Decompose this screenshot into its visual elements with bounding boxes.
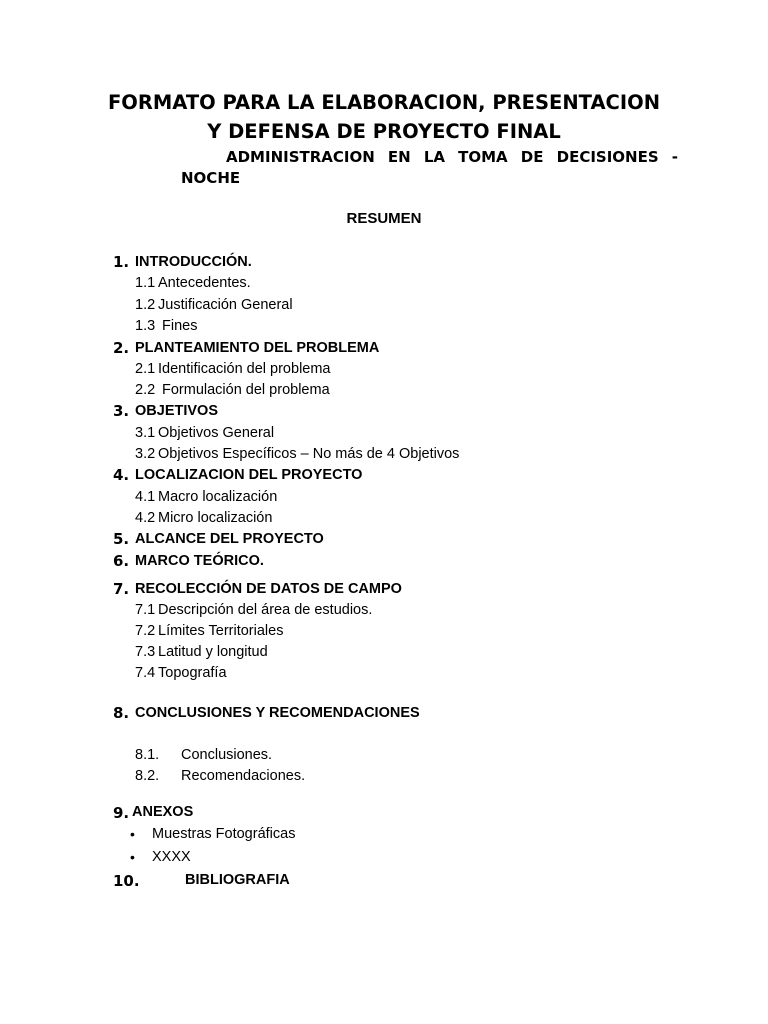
section-10-title: BIBLIOGRAFIA <box>185 872 290 888</box>
section-8-number: 8. <box>113 704 130 722</box>
item-1-3-text: Fines <box>162 318 198 334</box>
item-7-4-text: Topografía <box>158 665 227 681</box>
item-7-4-number: 7.4 <box>135 665 156 681</box>
section-3-number: 3. <box>113 402 130 420</box>
item-2-2-text: Formulación del problema <box>162 382 330 398</box>
item-1-2-text: Justificación General <box>158 297 293 313</box>
item-4-2-number: 4.2 <box>135 510 156 526</box>
item-3-2-text: Objetivos Específicos – No más de 4 Objetivos <box>158 446 460 462</box>
section-2-number: 2. <box>113 339 130 357</box>
bullet-icon: • <box>130 849 135 865</box>
section-4-number: 4. <box>113 466 130 484</box>
item-2-2-number: 2.2 <box>135 382 156 398</box>
section-5-number: 5. <box>113 530 130 548</box>
section-6-number: 6. <box>113 552 130 570</box>
resumen-heading: RESUMEN <box>346 210 422 227</box>
section-1-title: INTRODUCCIÓN. <box>135 254 252 270</box>
section-4-title: LOCALIZACION DEL PROYECTO <box>135 467 363 483</box>
item-8-1-number: 8.1. <box>135 747 160 763</box>
section-1-number: 1. <box>113 253 130 271</box>
section-7-number: 7. <box>113 580 130 598</box>
section-6-title: MARCO TEÓRICO. <box>135 553 264 569</box>
section-8-title: CONCLUSIONES Y RECOMENDACIONES <box>135 705 420 721</box>
bullet-icon: • <box>130 826 135 842</box>
item-1-1-number: 1.1 <box>135 275 156 291</box>
item-8-2-text: Recomendaciones. <box>181 768 306 784</box>
item-4-1-number: 4.1 <box>135 489 156 505</box>
item-4-1-text: Macro localización <box>158 489 278 505</box>
item-7-2-number: 7.2 <box>135 623 156 639</box>
item-7-3-text: Latitud y longitud <box>158 644 268 660</box>
section-10-number: 10. <box>113 872 140 890</box>
section-2-title: PLANTEAMIENTO DEL PROBLEMA <box>135 340 380 356</box>
item-7-2-text: Límites Territoriales <box>158 623 284 639</box>
item-4-2-text: Micro localización <box>158 510 273 526</box>
section-5-title: ALCANCE DEL PROYECTO <box>135 531 324 547</box>
item-7-3-number: 7.3 <box>135 644 156 660</box>
annex-item-1-text: Muestras Fotográficas <box>152 826 296 842</box>
annex-item-2-text: XXXX <box>152 849 191 865</box>
document-title-line-2: Y DEFENSA DE PROYECTO FINAL <box>207 120 561 143</box>
item-7-1-text: Descripción del área de estudios. <box>158 602 373 618</box>
item-1-1-text: Antecedentes. <box>158 275 251 291</box>
item-8-1-text: Conclusiones. <box>181 747 273 763</box>
section-9-title: ANEXOS <box>132 804 194 820</box>
item-2-1-text: Identificación del problema <box>158 361 331 377</box>
section-7-title: RECOLECCIÓN DE DATOS DE CAMPO <box>135 581 402 597</box>
section-3-title: OBJETIVOS <box>135 403 218 419</box>
item-1-2-number: 1.2 <box>135 297 156 313</box>
item-2-1-number: 2.1 <box>135 361 156 377</box>
item-3-1-text: Objetivos General <box>158 425 275 441</box>
item-8-2-number: 8.2. <box>135 768 160 784</box>
document-subtitle-line-1: ADMINISTRACION EN LA TOMA DE DECISIONES - <box>226 148 678 166</box>
item-3-1-number: 3.1 <box>135 425 156 441</box>
item-1-3-number: 1.3 <box>135 318 156 334</box>
item-3-2-number: 3.2 <box>135 446 156 462</box>
section-9-number: 9. <box>113 804 130 822</box>
document-subtitle-line-2: NOCHE <box>181 169 241 187</box>
item-7-1-number: 7.1 <box>135 602 156 618</box>
document-title-line-1: FORMATO PARA LA ELABORACION, PRESENTACION <box>107 91 661 114</box>
